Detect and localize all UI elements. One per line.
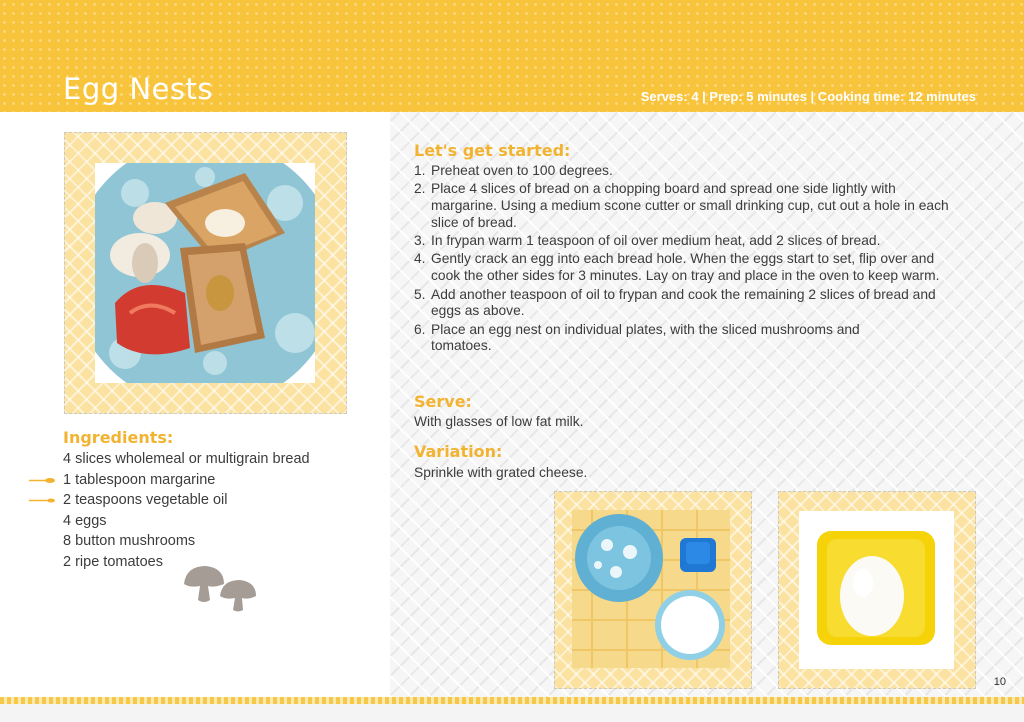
ingredient-item: 4 slices wholemeal or multigrain bread (63, 451, 310, 467)
spoon-icon (29, 478, 55, 483)
ingredients-list (63, 449, 310, 572)
variation-text: Sprinkle with grated cheese. (414, 465, 588, 480)
mushroom-icon (180, 562, 260, 614)
page-title: Egg Nests (63, 72, 213, 106)
header-banner (0, 0, 1024, 112)
recipe-meta: Serves: 4 | Prep: 5 minutes | Cooking time: 12 minutes (640, 89, 976, 104)
step-text: Preheat oven to 100 degrees. (431, 163, 613, 178)
plates-photo (572, 510, 730, 668)
step-item: 2. Place 4 slices of bread on a chopping board and spread one side lightly with margarine. Using a medium scone cutter or small drinking cup, cut out a hole in each slice of bread. (414, 181, 959, 231)
method-heading: Let's get started: (414, 141, 571, 160)
egg-nest-photo (95, 163, 315, 383)
step-text: Add another teaspoon of oil to frypan and cook the remaining 2 slices of bread and eggs as above. (431, 286, 936, 319)
bottom-band (0, 704, 1024, 722)
page-number: 10 (993, 676, 1006, 688)
step-text: Place 4 slices of bread on a chopping board and spread one side lightly with margarine. Using a medium scone cutter or small drinking cup, cut out a hole in each slice of bread. (431, 181, 949, 230)
step-item: 6. Place an egg nest on individual plates, with the sliced mushrooms and tomatoes. (414, 322, 919, 356)
step-item: 4. Gently crack an egg into each bread hole. When the eggs start to set, flip over and cook the other sides for 3 minutes. Lay on tray and place in the oven to keep warm. (414, 251, 959, 285)
step-item: 3. In frypan warm 1 teaspoon of oil over medium heat, add 2 slices of bread. (414, 233, 881, 249)
ingredient-item: 4 eggs (63, 512, 107, 529)
ingredient-item: 2 ripe tomatoes (63, 553, 163, 570)
step-item: 1. Preheat oven to 100 degrees. (414, 163, 613, 178)
ingredient-text: 2 teaspoons vegetable oil (63, 492, 228, 508)
step-text: In frypan warm 1 teaspoon of oil over medium heat, add 2 slices of bread. (431, 233, 881, 249)
step-text: Place an egg nest on individual plates, with the sliced mushrooms and tomatoes. (431, 321, 860, 354)
bottom-stripe (0, 697, 1024, 704)
serve-text: With glasses of low fat milk. (414, 414, 584, 429)
serve-heading: Serve: (414, 392, 472, 411)
ingredient-text: 1 tablespoon margarine (63, 471, 216, 488)
ingredient-item (63, 470, 310, 491)
egg-photo (799, 511, 954, 669)
step-item: 5. Add another teaspoon of oil to frypan and cook the remaining 2 slices of bread and eggs as above. (414, 287, 969, 321)
method-steps (414, 163, 984, 357)
spoon-icon (29, 498, 55, 503)
step-text: Gently crack an egg into each bread hole. When the eggs start to set, flip over and cook the other sides for 3 minutes. Lay on tray and place in the oven to keep warm. (431, 251, 940, 284)
ingredients-heading: Ingredients: (63, 428, 174, 447)
ingredient-item (63, 490, 310, 511)
ingredient-item: 8 button mushrooms (63, 533, 196, 549)
variation-heading: Variation: (414, 442, 503, 461)
